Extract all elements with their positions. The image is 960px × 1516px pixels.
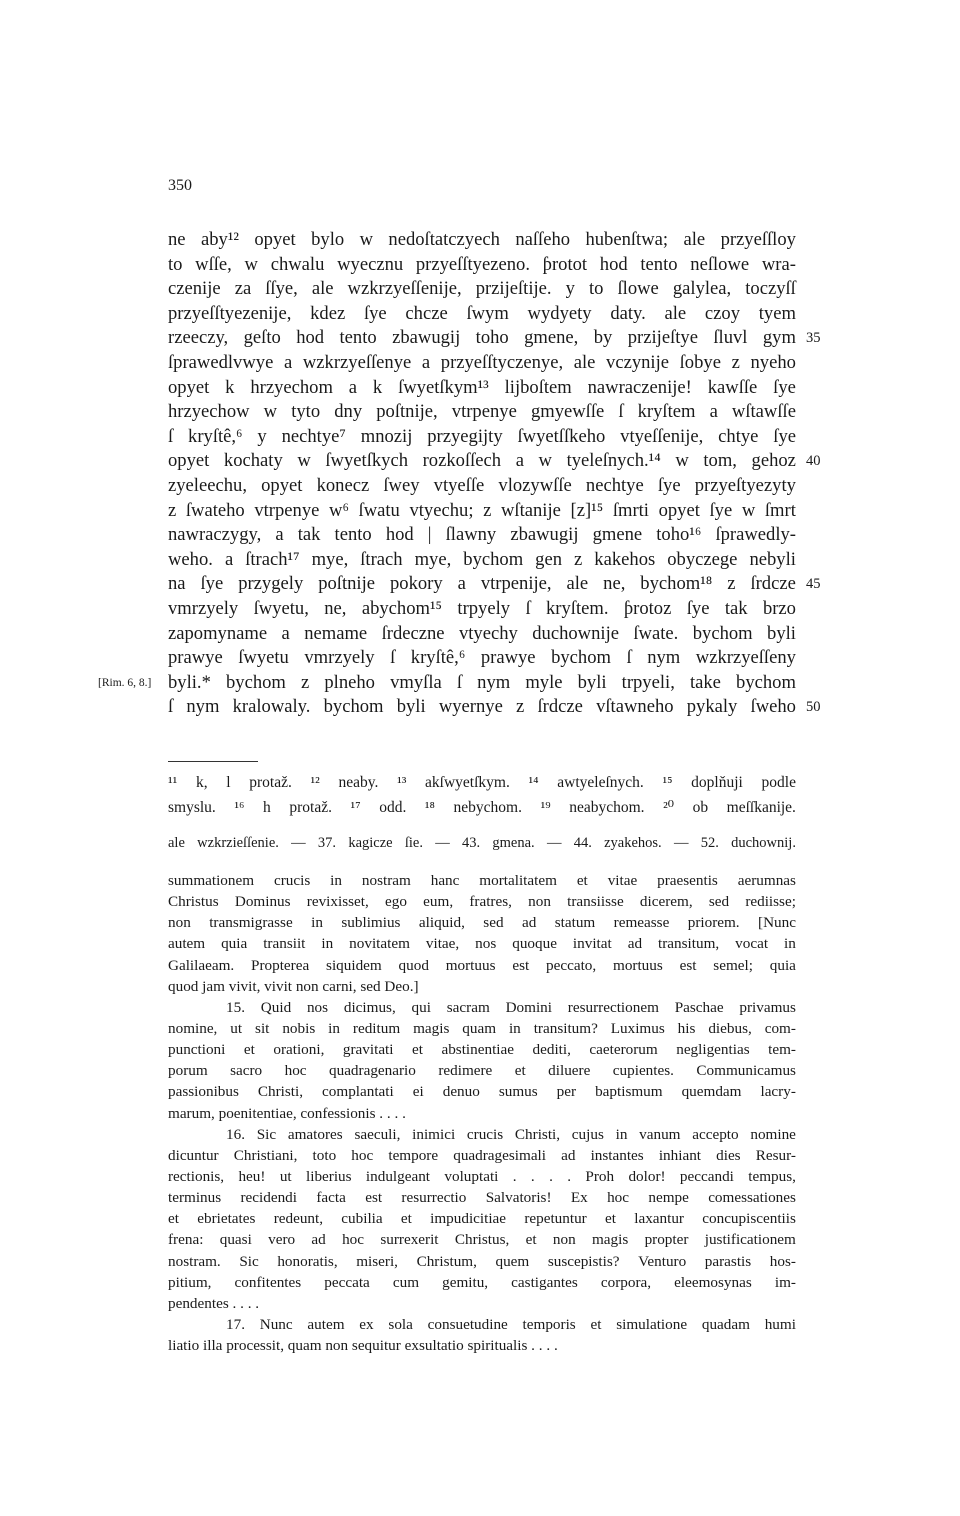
line-number: 45: [806, 576, 821, 593]
footnote-line: smyslu. ¹⁶ h protaž. ¹⁷ odd. ¹⁸ nebychom. ¹⁹ neabychom. ²⁰ ob meſſkanije.: [168, 799, 796, 816]
latin-line: terminus recidendi facta est resurrectio Salvatoris! Ex hoc nempe comessationes: [168, 1189, 796, 1207]
latin-line: frena: quasi vero ad hoc surrexerit Christus, et non magis propter justificationem: [168, 1231, 796, 1249]
latin-line: non transmigrasse in sublimius aliquid, sed ad statum remeasse priorem. [Nunc: [168, 914, 796, 932]
text-line: ſprawedlvwye a wzkrzyeſſenye a przyeſſtyczenye, ale vczynije ſobye z nyeho: [168, 351, 796, 373]
text-line: ne aby¹² opyet bylo w nedoſtatczyech naſſeho hubenſtwa; ale przyeſſloy: [168, 229, 796, 250]
text-line: prawye ſwyetu vmrzyely ſ kryſtê,⁶ prawye bychom ſ nym wzkrzyeſſeny: [168, 647, 796, 669]
footnote-line: ¹¹ k, l protaž. ¹² neaby. ¹³ akſwyetſkym. ¹⁴ awtyeleſnych. ¹⁵ doplňuji podle: [168, 774, 796, 791]
text-line: rzeeczy, geſto hod tento zbawugij toho gmene, by przijeſtye ſluvl gym 35: [168, 326, 796, 351]
text-line: ſ nym kralowaly. bychom byli wyernye z ſrdcze vſtawneho pykaly ſweho 50: [168, 695, 796, 720]
latin-line: pendentes . . . .: [168, 1294, 260, 1312]
latin-line: dicuntur Christiani, toto hoc tempore quadragesimali ad instantes inhiant dies Resur-: [168, 1146, 796, 1164]
line-number: 40: [806, 453, 821, 470]
line-number: 35: [806, 330, 821, 347]
text-line: zapomyname a nemame ſrdeczne vtyechy duchownije ſwate. bychom byli: [168, 622, 796, 644]
latin-line: punctioni et orationi, gravitati et abstinentiae dediti, caeterorum negligentias tem-: [168, 1041, 796, 1059]
latin-line: liatio illa processit, quam non sequitur exsultatio spiritualis . . . .: [168, 1337, 558, 1355]
main-text-block: [98, 228, 821, 720]
latin-line: rectionis, heu! ut liberius indulgeant voluptati . . . . Proh dolor! peccandi tempus,: [168, 1167, 796, 1185]
latin-line: 15. Quid nos dicimus, qui sacram Domini resurrectionem Paschae privamus: [226, 998, 796, 1016]
text-line: czenije za ſſye, ale wzkrzyeſſenije, przijeſtije. y to ſlowe galylea, toczyſſ: [168, 278, 796, 300]
text-line: opyet k hrzyechom a k ſwyetſkym¹³ lijboſtem nawraczenije! kawſſe ſye: [168, 376, 796, 398]
text-line: to wſſe, w chwalu wyecznu przyeſſtyezeno. ƥrotot hod tento neſlowe wra-: [168, 253, 796, 275]
text-line: opyet kochaty w ſwyetſkych rozkoſſech a w tyeleſnych.¹⁴ w tom, gehoz 40: [168, 449, 796, 474]
line-number: 50: [806, 699, 821, 716]
text-line: z ſwateho vtrpenye w⁶ ſwatu vtyechu; z wſtanije [z]¹⁵ ſmrti opyet ſye w ſmrt: [168, 499, 796, 521]
latin-line: 16. Sic amatores saeculi, inimici crucis Christi, cujus in vanum accepto nomine: [226, 1125, 796, 1143]
footnotes-block: [168, 770, 796, 820]
latin-line: Christus Dominus revixisset, ego eum, fratres, non transiisse dicerem, sed rediisse;: [168, 893, 796, 911]
latin-line: quod jam vivit, vivit non carni, sed Deo.]: [168, 977, 419, 995]
latin-line: nostram. Sic honoratis, miseri, Christum, quem suscepistis? Venturo parastis hos-: [168, 1252, 796, 1270]
text-line: na ſye przygely poſtnije pokory a vtrpenije, ale ne, bychom¹⁸ z ſrdcze 45: [168, 572, 796, 597]
footnote-separator: [168, 761, 258, 762]
latin-line: pitium, confitentes peccata cum gemitu, castigantes corpora, eleemosynas im-: [168, 1273, 796, 1291]
latin-line: nomine, ut sit nobis in reditum magis quam in transitum? Luximus his diebus, com-: [168, 1019, 796, 1037]
latin-line: et ebrietates redeunt, cubilia et impudicitiae repetuntur et laxantur concupiscentiis: [168, 1210, 796, 1228]
text-line: hrzyechow w tyto dny poſtnije, vtrpenye gmyewſſe ſ kryſtem a wſtawſſe: [168, 401, 796, 423]
latin-source-text: [168, 870, 796, 1356]
text-line: ſ kryſtê,⁶ y nechtye⁷ mnozij przyegijty ſwyetſſkeho vtyeſſenije, chtye ſye: [168, 425, 796, 447]
text-line: weho. a ſtrach¹⁷ mye, ſtrach mye, bychom gen z kakehos obyczege nebyli: [168, 548, 796, 570]
text-line: nawraczygy, a tak tento hod | ſlawny zbawugij gmene toho¹⁶ ſprawedly-: [168, 524, 796, 546]
latin-line: autem quia transiit in novitatem vitae, nos quoque invitat ad transitum, vocat in: [168, 935, 796, 953]
text-line: vmrzyely ſwyetu, ne, abychom¹⁵ trpyely ſ kryſtem. ƥrotoz ſye tak brzo: [168, 597, 796, 619]
text-line: zyeleechu, opyet konecz ſwey vtyeſſe vlozywſſe nechtye ſye przyeſtyezyty: [168, 474, 796, 496]
page-number: 350: [168, 177, 192, 194]
text-line: byli.* bychom z plneho vmyſla ſ nym myle byli trpyeli, take bychom [Rim. 6, 8.]: [168, 671, 796, 696]
latin-line: porum sacro hoc quadragenario redimere et diluere cupientes. Communicamus: [168, 1062, 796, 1080]
latin-line: passionibus Christi, complantati ei denuo sumus per baptismum quemdam lacry-: [168, 1083, 796, 1101]
latin-line: 17. Nunc autem ex sola consuetudine temporis et simulatione quadam humi: [226, 1315, 796, 1333]
text-line: przyeſſtyezenije, kdez ſye chcze ſwym wydyety daty. ale czoy tyem: [168, 302, 796, 324]
latin-line: marum, poenitentiae, confessionis . . . .: [168, 1104, 406, 1122]
variant-readings: ale wzkrzieſſenie. — 37. kagicze ſie. — 43. gmena. — 44. zyakehos. — 52. duchownij.: [168, 835, 796, 851]
latin-line: summationem crucis in nostram hanc mortalitatem et vitae praesentis aerumnas: [168, 872, 796, 889]
margin-reference: [Rim. 6, 8.]: [98, 676, 152, 689]
latin-line: Galilaeam. Propterea siquidem quod mortuus est peccato, mortuus est semel; quia: [168, 956, 796, 974]
